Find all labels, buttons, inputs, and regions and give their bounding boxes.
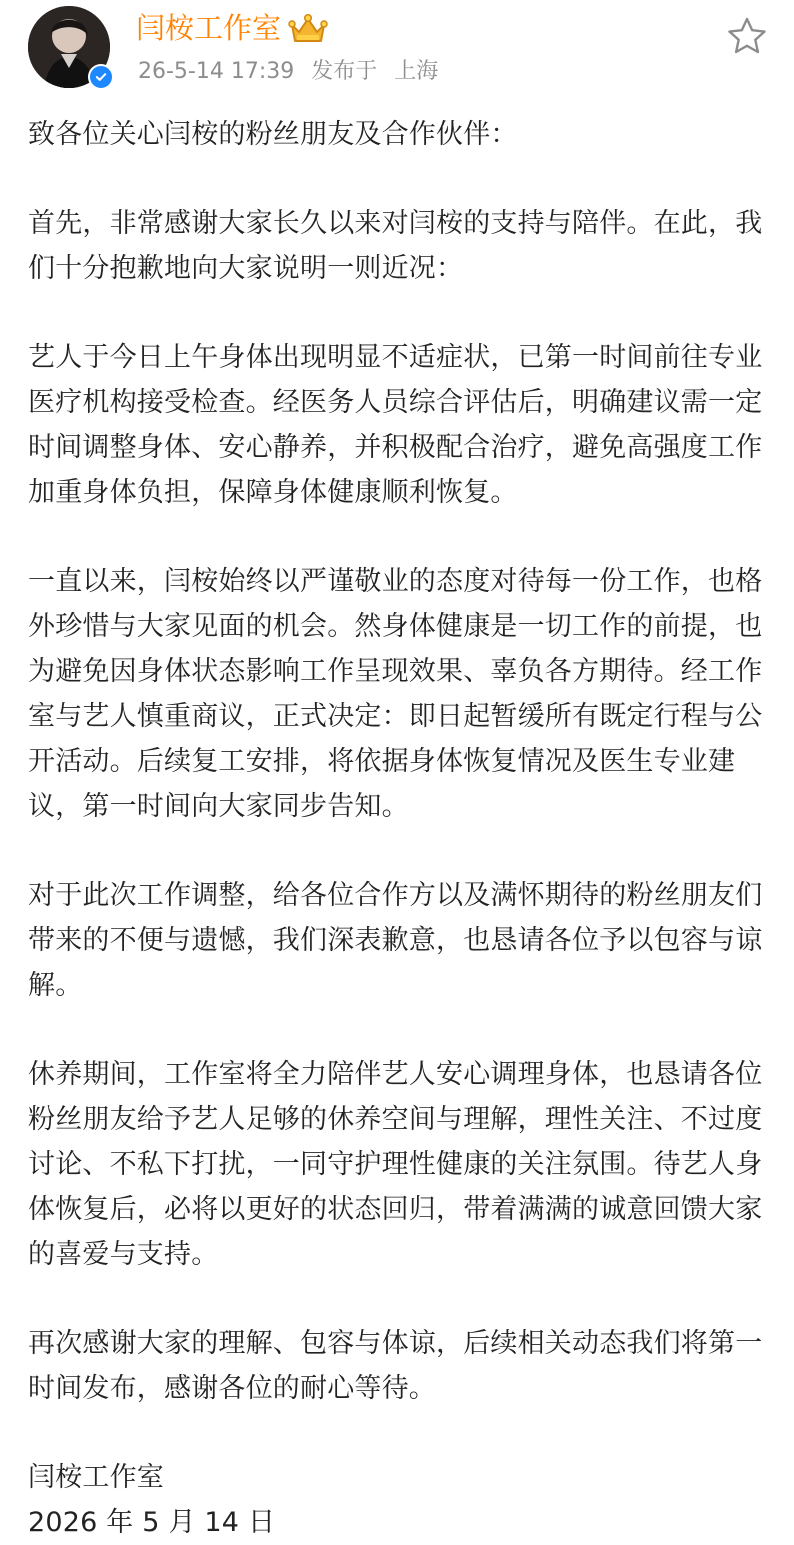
paragraph-health-status: 艺人于今日上午身体出现明显不适症状，已第一时间前往专业医疗机构接受检查。经医务人员综合评估后，明确建议需一定时间调整身体、安心静养，并积极配合治疗，避免高强度工作加重身体负担，保障身体健康顺利恢复。 [28,342,763,508]
crown-icon [287,11,329,45]
paragraph-rest-period: 休养期间，工作室将全力陪伴艺人安心调理身体，也恳请各位粉丝朋友给予艺人足够的休养空间与理解，理性关注、不过度讨论、不私下打扰，一同守护理性健康的关注氛围。待艺人身体恢复后，必将以更好的状态回归，带着满满的诚意回馈大家的喜爱与支持。 [28,1059,763,1270]
location-prefix: 发布于 [311,59,378,84]
paragraph-closing: 再次感谢大家的理解、包容与体谅，后续相关动态我们将第一时间发布，感谢各位的耐心等待。 [28,1328,763,1404]
post-location: 上海 [394,59,439,84]
post-body [28,112,773,1545]
signature-name: 闫桉工作室 [28,1462,164,1493]
paragraph-thanks: 首先，非常感谢大家长久以来对闫桉的支持与陪伴。在此，我们十分抱歉地向大家说明一则近况： [28,208,763,284]
post-header [0,0,794,110]
greeting-text: 致各位关心闫桉的粉丝朋友及合作伙伴： [28,119,518,150]
signature-date: 2026 年 5 月 14 日 [28,1507,276,1538]
author-name[interactable]: 闫桉工作室 [136,11,282,45]
post-meta [138,58,438,86]
favorite-star-icon[interactable] [725,14,769,58]
paragraph-apology: 对于此次工作调整，给各位合作方以及满怀期待的粉丝朋友们带来的不便与遗憾，我们深表歉意，也恳请各位予以包容与谅解。 [28,880,763,1001]
paragraph-schedule-pause: 一直以来，闫桉始终以严谨敬业的态度对待每一份工作，也格外珍惜与大家见面的机会。然身体健康是一切工作的前提，也为避免因身体状态影响工作呈现效果、辜负各方期待。经工作室与艺人慎重商议，正式决定：即日起暂缓所有既定行程与公开活动。后续复工安排，将依据身体恢复情况及医生专业建议，第一时间向大家同步告知。 [28,566,763,822]
post-date: 26-5-14 17:39 [138,59,295,84]
verified-badge-icon [88,64,114,90]
